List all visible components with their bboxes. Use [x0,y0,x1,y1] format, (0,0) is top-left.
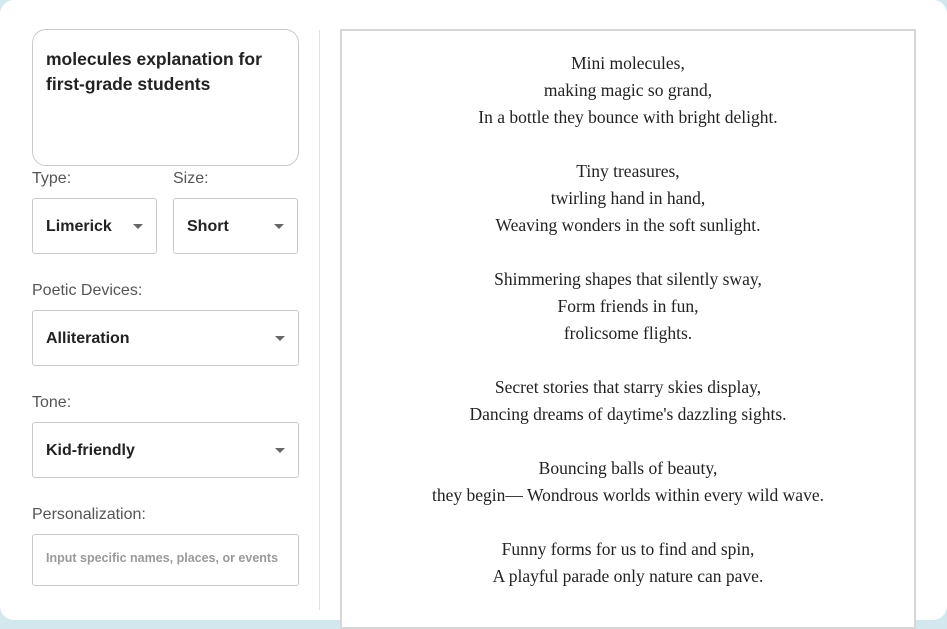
chevron-down-icon [275,336,285,341]
poem-line: Tiny treasures, [576,161,680,181]
poem-line: Bouncing balls of beauty, [538,458,718,478]
poem-line: Funny forms for us to find and spin, [501,539,755,559]
size-select[interactable] [173,198,298,254]
devices-select[interactable] [32,310,299,366]
poem-stanza [342,455,914,509]
personalization-input[interactable] [46,551,286,565]
poem-stanza [342,536,914,590]
type-value: Limerick [46,218,112,235]
type-label: Type: [32,170,72,187]
poem-stanza [342,158,914,239]
tone-label: Tone: [32,394,72,411]
poem-line: Weaving wonders in the soft sunlight. [495,215,761,235]
poem-text [342,50,914,617]
poem-line: making magic so grand, [543,80,713,100]
personalization-field[interactable] [32,534,299,586]
size-value: Short [187,218,229,235]
devices-label: Poetic Devices: [32,282,143,299]
tone-value: Kid-friendly [46,442,135,459]
poem-stanza [342,266,914,347]
tone-select[interactable] [32,422,299,478]
poem-output [340,29,916,629]
poem-line: Shimmering shapes that silently sway, [494,269,762,289]
poem-line: frolicsome flights. [563,323,693,343]
poem-line: In a bottle they bounce with bright delight. [478,107,778,127]
chevron-down-icon [133,224,143,229]
poem-line: twirling hand in hand, [550,188,706,208]
chevron-down-icon [275,448,285,453]
size-label: Size: [173,170,209,187]
poem-line: Dancing dreams of daytime's dazzling sights. [469,404,787,424]
topic-textarea[interactable]: molecules explanation for first-grade students [32,29,299,166]
poem-stanza [342,50,914,131]
type-select[interactable] [32,198,157,254]
poem-line: Form friends in fun, [557,296,699,316]
personalization-label: Personalization: [32,506,146,523]
chevron-down-icon [274,224,284,229]
devices-value: Alliteration [46,330,130,347]
poem-line: A playful parade only nature can pave. [492,566,764,586]
poem-line: Mini molecules, [571,53,685,73]
poem-line: Secret stories that starry skies display, [494,377,762,397]
poem-line: they begin— Wondrous worlds within every wild wave. [432,485,824,505]
poem-stanza [342,374,914,428]
divider [319,30,320,610]
